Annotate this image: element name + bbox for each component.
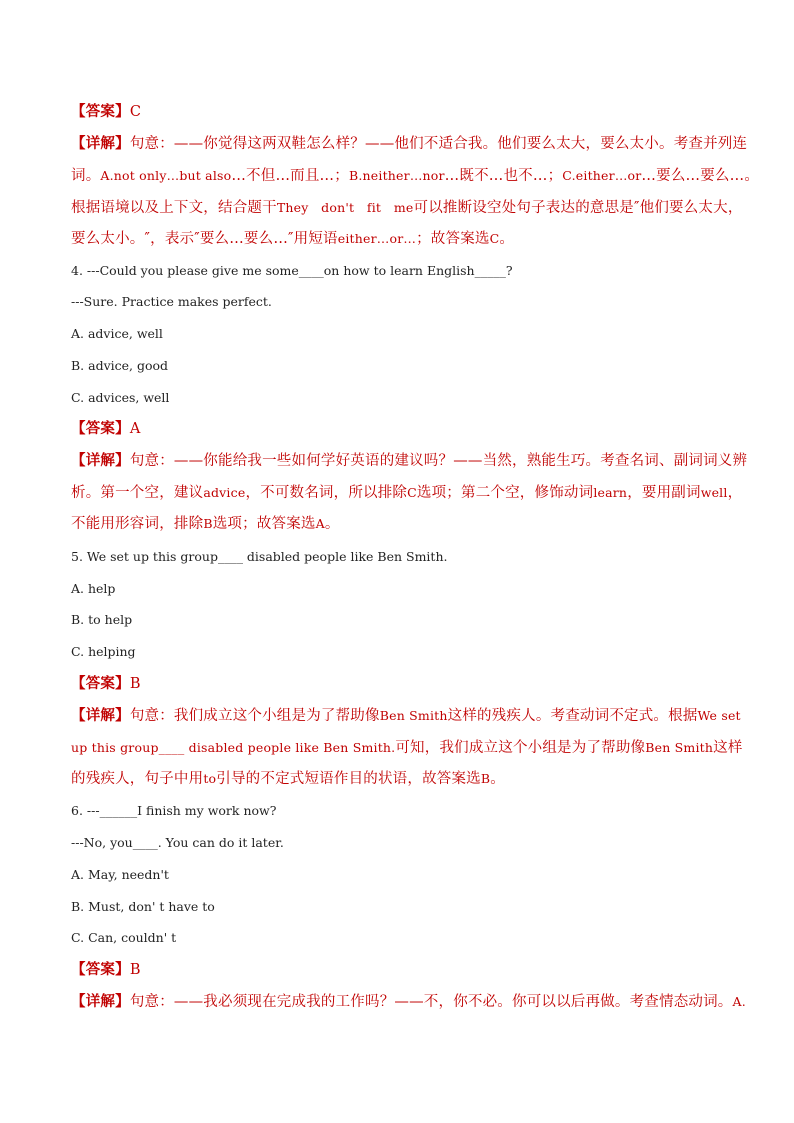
q3-detail-line-2 [71, 166, 760, 186]
detail-text: 根据语境以及上下文，结合题干 [71, 200, 277, 216]
q3-detail-line-1 [71, 134, 748, 154]
answer-label: 【答案】 [71, 675, 130, 692]
detail-text: 不能用形容词，排除 [71, 516, 204, 532]
detail-text: 句意：——我必须现在完成我的工作吗？——不，你不必。你可以以后再做。考查情态动词。 [129, 994, 733, 1010]
detail-text: 句意：——你能给我一些如何学好英语的建议吗？——当然，熟能生巧。考查名词、副词词义辨 [129, 453, 748, 469]
q4-option-a: A. advice, well [71, 326, 163, 341]
detail-label: 【详解】 [71, 993, 130, 1010]
detail-text: advice [203, 485, 246, 500]
q4-detail-line-1 [71, 451, 748, 471]
detail-text: 句意：我们成立这个小组是为了帮助像 [129, 708, 380, 724]
q5-option-b: B. to help [71, 612, 133, 627]
detail-text: 这样 [713, 740, 743, 756]
detail-text: A. [732, 994, 746, 1009]
detail-text: C [407, 485, 417, 500]
q4-answer-line [71, 419, 140, 439]
q5-detail-line-3 [71, 769, 505, 789]
detail-text: They don't fit me [276, 200, 414, 215]
detail-text: 。 [490, 771, 505, 787]
answer-value: B [129, 962, 141, 978]
q5-option-c: C. helping [71, 644, 136, 659]
detail-text: learn [593, 485, 628, 500]
detail-text: 的残疾人，句子中用 [71, 771, 204, 787]
q4-detail-line-3 [71, 514, 340, 534]
detail-label: 【详解】 [71, 135, 130, 152]
detail-text: ， [727, 485, 743, 501]
q6-stem-line-1: 6. ---______I finish my work now? [71, 803, 277, 818]
detail-text: ；故答案选 [416, 231, 490, 247]
answer-label: 【答案】 [71, 961, 130, 978]
detail-text: 析。第一个空，建议 [71, 485, 204, 501]
q4-option-c: C. advices, well [71, 390, 170, 405]
detail-text: 这样的残疾人。考查动词不定式。根据 [447, 708, 698, 724]
q6-answer-line [71, 960, 141, 980]
q3-answer-line [71, 102, 141, 122]
q5-answer-line [71, 674, 141, 694]
q5-stem-line-1: 5. We set up this group____ disabled people like Ben Smith. [71, 549, 448, 564]
detail-text: 词。 [71, 168, 101, 184]
detail-text: 要么太小。″，表示″要么…要么…″用短语 [71, 231, 338, 247]
q5-option-a: A. help [71, 581, 116, 596]
q4-stem-line-1: 4. ---Could you please give me some____on how to learn English_____? [71, 263, 513, 278]
q6-option-c: C. Can, couldn' t [71, 930, 177, 945]
answer-value: B [129, 676, 141, 692]
answer-value: C [129, 104, 142, 120]
detail-text: 可知，我们成立这个小组是为了帮助像 [395, 740, 646, 756]
detail-text: …既不…也不…； [444, 168, 563, 184]
q4-stem-line-2: ---Sure. Practice makes perfect. [71, 294, 272, 309]
detail-text: B [480, 771, 491, 786]
q3-detail-line-4 [71, 229, 514, 249]
q5-detail-line-2 [71, 738, 743, 758]
q6-detail-line-1 [71, 992, 746, 1012]
detail-text: B.neither…nor [348, 168, 445, 183]
detail-text: ，要用副词 [627, 485, 701, 501]
answer-label: 【答案】 [71, 103, 130, 120]
detail-text: B [203, 516, 213, 531]
detail-text: A [315, 516, 325, 531]
detail-text: ，不可数名词，所以排除 [245, 485, 408, 501]
detail-text: 。 [499, 231, 515, 247]
q3-detail-line-3 [71, 198, 743, 218]
detail-text: 可以推断设空处句子表达的意思是″他们要么太大， [413, 200, 743, 216]
q4-option-b: B. advice, good [71, 358, 169, 373]
detail-text: A.not only…but also [100, 168, 232, 183]
detail-text: C.either…or [562, 168, 642, 183]
q4-detail-line-2 [71, 483, 743, 503]
detail-text: 。 [324, 516, 340, 532]
detail-text: to [203, 771, 217, 786]
detail-text: 引导的不定式短语作目的状语，故答案选 [216, 771, 481, 787]
answer-value: A [129, 421, 141, 437]
detail-text: up this group____ disabled people like Ben Smith. [71, 740, 396, 755]
detail-text: Ben Smith [379, 708, 448, 723]
detail-text: …要么…要么…。 [641, 168, 760, 184]
detail-text: Ben Smith [645, 740, 714, 755]
detail-text: …不但…而且…； [231, 168, 349, 184]
detail-text: We set [697, 708, 741, 723]
q6-option-b: B. Must, don' t have to [71, 899, 215, 914]
q6-stem-line-2: ---No, you____. You can do it later. [71, 835, 284, 850]
answer-label: 【答案】 [71, 420, 130, 437]
detail-text: 选项；故答案选 [212, 516, 316, 532]
detail-text: well [700, 485, 728, 500]
detail-label: 【详解】 [71, 707, 130, 724]
detail-label: 【详解】 [71, 452, 130, 469]
detail-text: 选项；第二个空，修饰动词 [416, 485, 594, 501]
q5-detail-line-1 [71, 706, 741, 726]
q6-option-a: A. May, needn't [71, 867, 169, 882]
detail-text: either…or… [337, 231, 417, 246]
detail-text: 句意：——你觉得这两双鞋怎么样？——他们不适合我。他们要么太大，要么太小。考查并列连 [129, 136, 748, 152]
detail-text: C [489, 231, 500, 246]
